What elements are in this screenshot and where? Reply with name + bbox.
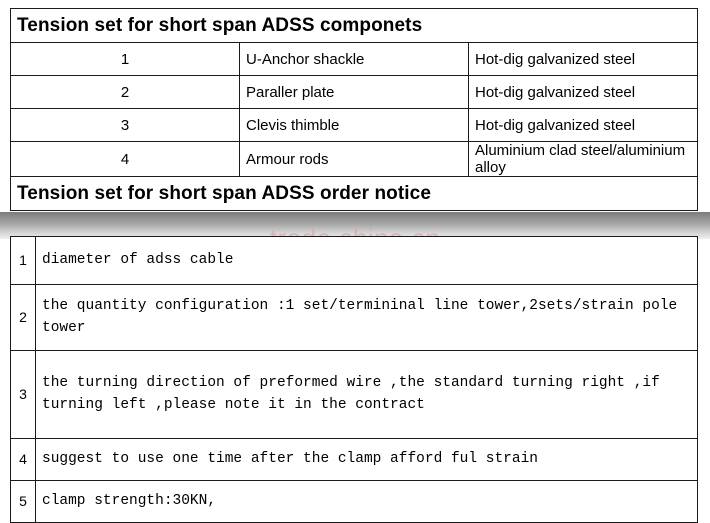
table-row <box>11 109 698 142</box>
component-name: Paraller plate <box>240 76 469 109</box>
table-row <box>11 481 698 523</box>
table-row <box>11 285 698 351</box>
table-row <box>11 439 698 481</box>
notice-text: suggest to use one time after the clamp afford ful strain <box>36 439 698 481</box>
row-number: 1 <box>11 43 240 76</box>
row-number: 3 <box>11 351 36 439</box>
notice-text: the quantity configuration :1 set/termininal line tower,2sets/strain pole tower <box>36 285 698 351</box>
notice-text: the turning direction of preformed wire ,the standard turning right ,if turning left ,please note it in the contract <box>36 351 698 439</box>
table-row <box>11 142 698 177</box>
order-notice-table <box>10 236 698 523</box>
component-name: Armour rods <box>240 142 469 177</box>
notice-text: clamp strength:30KN, <box>36 481 698 523</box>
notice-table-wrap <box>10 236 698 523</box>
row-number: 3 <box>11 109 240 142</box>
component-material: Hot-dig galvanized steel <box>469 43 698 76</box>
table-row <box>11 351 698 439</box>
component-material: Hot-dig galvanized steel <box>469 109 698 142</box>
row-number: 2 <box>11 76 240 109</box>
order-notice-title: Tension set for short span ADSS order notice <box>11 177 698 211</box>
components-table-header-row <box>11 9 698 43</box>
table-row <box>11 76 698 109</box>
component-material: Aluminium clad steel/aluminium alloy <box>469 142 698 177</box>
notice-text: diameter of adss cable <box>36 237 698 285</box>
component-name: U-Anchor shackle <box>240 43 469 76</box>
component-name: Clevis thimble <box>240 109 469 142</box>
table-row <box>11 237 698 285</box>
order-notice-header-row <box>11 177 698 211</box>
component-material: Hot-dig galvanized steel <box>469 76 698 109</box>
row-number: 2 <box>11 285 36 351</box>
table-row <box>11 43 698 76</box>
components-table-title: Tension set for short span ADSS componets <box>11 9 698 43</box>
row-number: 4 <box>11 142 240 177</box>
row-number: 4 <box>11 439 36 481</box>
row-number: 5 <box>11 481 36 523</box>
components-table <box>10 8 698 211</box>
row-number: 1 <box>11 237 36 285</box>
